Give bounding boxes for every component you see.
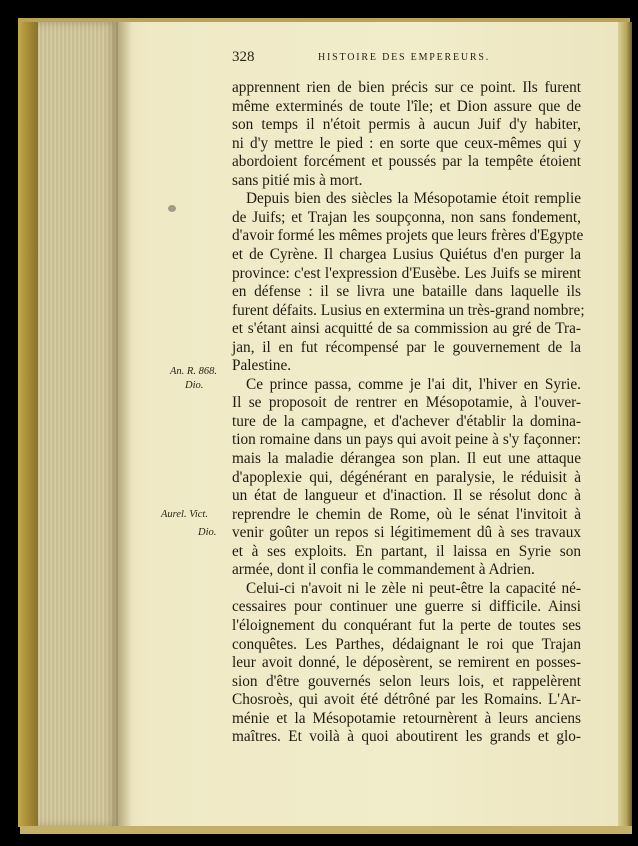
- text-line: et de Cyrène. Il chargea Lusius Quiétus d'en purger la: [232, 245, 581, 263]
- page-number: 328: [232, 49, 255, 65]
- text-line: Depuis bien des siècles la Mésopotamie étoit remplie: [246, 190, 581, 208]
- margin-note-source: Aurel. Vict.: [161, 509, 208, 520]
- text-line: reprendre le chemin de Rome, où le sénat l'invitoit à: [232, 505, 581, 523]
- ink-spot: [168, 205, 176, 212]
- page-edges: [38, 22, 118, 827]
- text-line: et à ses exploits. En partant, il laissa en Syrie son: [232, 542, 581, 560]
- text-line: Il se proposoit de rentrer en Mésopotamie, à l'ouver-: [232, 394, 581, 412]
- text-line: Celui-ci n'avoit ni le zèle ni peut-être la capacité né-: [246, 579, 581, 597]
- text-line: Chosroès, qui avoit été détrôné par les Romains. L'Ar-: [232, 691, 581, 709]
- text-line: sion d'être gouvernés selon leurs lois, et rappelèrent: [232, 672, 581, 690]
- text-line: ni d'y mettre le pied : en sorte que ceux-mêmes qui y: [232, 134, 581, 152]
- text-line: mais la maladie dérangea son plan. Il eut une attaque: [232, 450, 581, 467]
- margin-note-source: Dio.: [185, 380, 204, 391]
- text-line: venir goûter un repos si légitimement dû à ses travaux: [232, 524, 581, 542]
- text-line: conquêtes. Les Parthes, dédaignant le roi que Trajan: [232, 635, 581, 653]
- text-line: jan, il en fut récompensé par le gouvernement de la: [232, 338, 581, 356]
- book-cover-bottom: [20, 826, 632, 834]
- text-line: en défense : il se livra une bataille dans laquelle ils: [232, 283, 581, 301]
- text-line: son temps il n'étoit permis à aucun Juif d'y habiter,: [232, 116, 581, 134]
- text-line: armée, dont il confia le commandement à Adrien.: [232, 561, 535, 579]
- text-line: un état de langueur et d'inaction. Il se résolut donc à: [232, 487, 581, 505]
- text-line: de Juifs; et Trajan les soupçonna, non sans fondement,: [232, 208, 581, 226]
- text-line: apprennent rien de bien précis sur ce point. Ils furent: [232, 79, 581, 96]
- book-spine: [18, 22, 38, 827]
- text-line: province: c'est l'expression d'Eusèbe. Les Juifs se mirent: [232, 264, 581, 282]
- text-line: d'avoir formé les mêmes projets que leurs frères d'Egypte: [232, 227, 584, 245]
- text-line: ture de la campagne, et d'achever d'établir la domina-: [232, 412, 581, 430]
- running-head: HISTOIRE DES EMPEREURS.: [318, 52, 491, 63]
- book-cover-right: [618, 22, 632, 827]
- text-line: ménie et la Mésopotamie retournèrent à leurs anciens: [232, 709, 581, 727]
- text-line: Palestine.: [232, 357, 292, 375]
- text-line: maîtres. Et voilà à quoi aboutirent les grands et glo-: [232, 728, 581, 746]
- text-line: et s'étant ainsi acquitté de sa commission au gré de Tra-: [232, 320, 581, 338]
- text-line: leur avoit donné, le déposèrent, se remirent en posses-: [232, 654, 581, 672]
- text-line: abordoient forcément et poussés par la tempête étoient: [232, 153, 581, 171]
- page-gutter-shadow: [118, 22, 132, 827]
- text-line: même exterminés de toute l'île; et Dion assure que de: [232, 97, 581, 115]
- margin-note-source: Dio.: [198, 527, 217, 538]
- text-line: Ce prince passa, comme je l'ai dit, l'hiver en Syrie.: [246, 375, 581, 393]
- text-line: furent défaits. Lusius en extermina un très-grand nombre;: [232, 301, 585, 319]
- text-line: d'apoplexie qui, dégénérant en paralysie, le réduisit à: [232, 468, 581, 486]
- margin-note-year: An. R. 868.: [170, 366, 217, 377]
- text-line: cessaires pour continuer une guerre si difficile. Ainsi: [232, 598, 581, 616]
- text-line: l'éloignement du conquérant fut la perte de toutes ses: [232, 616, 581, 634]
- text-line: sans pitié mis à mort.: [232, 171, 363, 189]
- text-line: tion romaine dans un pays qui avoit peine à s'y façonner:: [232, 431, 581, 449]
